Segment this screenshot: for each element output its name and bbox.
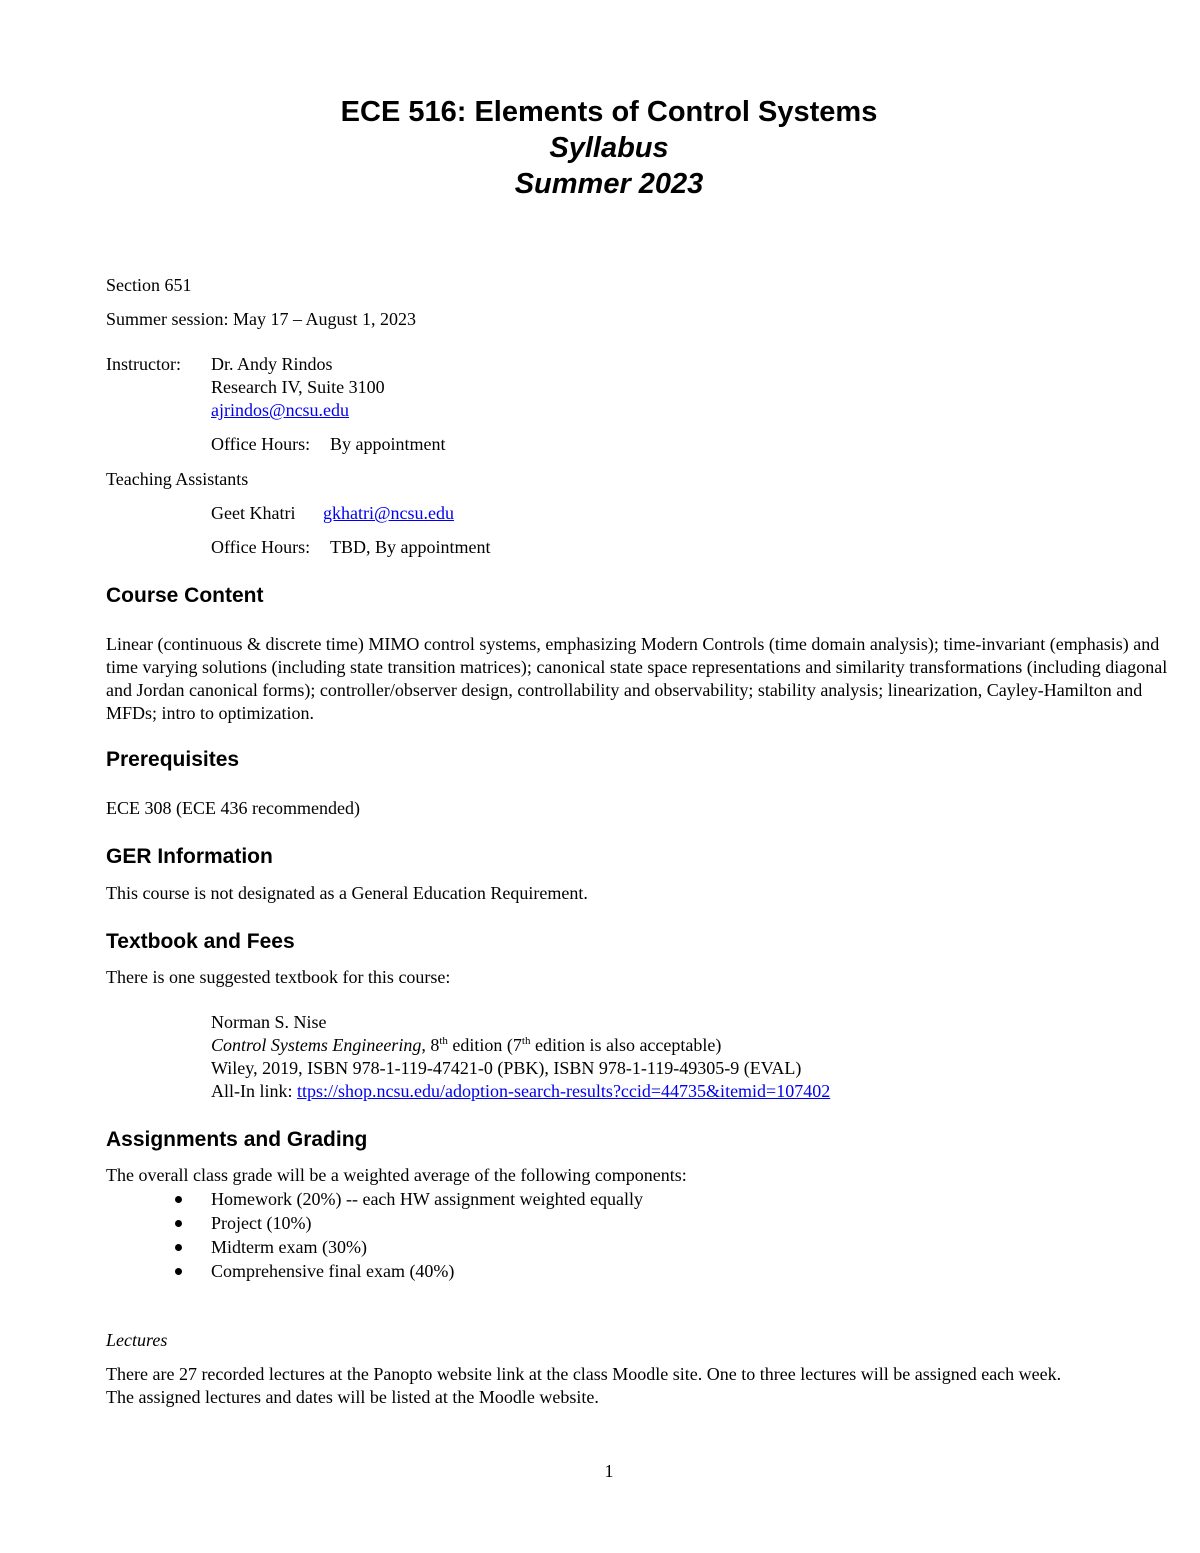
- textbook-title: Control Systems Engineering,: [211, 1035, 426, 1055]
- edition-suffix: th: [439, 1035, 448, 1047]
- edition-note: edition is also acceptable): [530, 1035, 722, 1055]
- instructor-name: Dr. Andy Rindos: [211, 354, 333, 374]
- grading-item-project: Project (10%): [211, 1213, 312, 1233]
- document-title-block: [0, 94, 1200, 202]
- bullet-icon: [175, 1268, 182, 1275]
- bullet-icon: [175, 1220, 182, 1227]
- ta-email-link[interactable]: gkhatri@ncsu.edu: [323, 503, 455, 523]
- instructor-office-hours-label: Office Hours:: [211, 434, 311, 454]
- course-content-text: Linear (continuous & discrete time) MIMO control systems, emphasizing Modern Controls (time domain analysis); time-invariant (emphasis) and time varying solutions (including state transition matrices); canonical state space representations and similarity transformations (including diagonal and Jordan canonical forms); controller/observer design, controllability and observability; stability analysis; linearization, Cayley-Hamilton and MFDs; intro to optimization.: [106, 634, 1168, 723]
- doc-type-title: Syllabus: [549, 132, 669, 164]
- page-number: 1: [604, 1461, 614, 1481]
- term-title: Summer 2023: [514, 168, 704, 200]
- ta-name: Geet Khatri: [211, 503, 296, 523]
- edition-text: edition (7: [447, 1035, 522, 1055]
- textbook-title-edition: [211, 1034, 721, 1057]
- bullet-icon: [175, 1196, 182, 1203]
- bullet-icon: [175, 1244, 182, 1251]
- lectures-text: There are 27 recorded lectures at the Panopto website link at the class Moodle site. One to three lectures will be assigned each week. The assigned lectures and dates will be listed at the Moodle website.: [106, 1364, 1062, 1407]
- edition-suffix-alt: th: [521, 1035, 531, 1047]
- ta-office-hours-value: TBD, By appointment: [330, 537, 491, 557]
- ta-office-hours-label: Office Hours:: [211, 537, 311, 557]
- all-in-link[interactable]: ttps://shop.ncsu.edu/adoption-search-results?ccid=44735&itemid=107402: [297, 1081, 831, 1101]
- course-title: ECE 516: Elements of Control Systems: [340, 96, 878, 128]
- summer-session: Summer session: May 17 – August 1, 2023: [106, 309, 417, 329]
- edition-number: 8: [430, 1035, 440, 1055]
- textbook-author: Norman S. Nise: [211, 1012, 327, 1032]
- grading-item-final: Comprehensive final exam (40%): [211, 1261, 455, 1281]
- ger-text: This course is not designated as a General Education Requirement.: [106, 883, 588, 903]
- instructor-office: Research IV, Suite 3100: [211, 377, 385, 397]
- grading-item-midterm: Midterm exam (30%): [211, 1237, 367, 1257]
- instructor-email-link[interactable]: ajrindos@ncsu.edu: [211, 400, 350, 420]
- all-in-link-label: All-In link:: [211, 1081, 297, 1101]
- section-number: Section 651: [106, 275, 192, 295]
- ger-heading: GER Information: [106, 845, 273, 868]
- instructor-office-hours-value: By appointment: [330, 434, 446, 454]
- grading-item-homework: Homework (20%) -- each HW assignment weighted equally: [211, 1189, 644, 1209]
- grading-intro: The overall class grade will be a weighted average of the following components:: [106, 1165, 687, 1185]
- instructor-label: Instructor:: [106, 354, 181, 374]
- textbook-intro: There is one suggested textbook for this course:: [106, 967, 451, 987]
- textbook-heading: Textbook and Fees: [106, 930, 295, 953]
- lectures-heading: Lectures: [106, 1330, 168, 1350]
- textbook-all-in-link-row: [211, 1080, 830, 1103]
- course-content-heading: Course Content: [106, 584, 264, 607]
- textbook-publisher: Wiley, 2019, ISBN 978-1-119-47421-0 (PBK), ISBN 978-1-119-49305-9 (EVAL): [211, 1058, 802, 1078]
- grading-heading: Assignments and Grading: [106, 1128, 368, 1151]
- teaching-assistants-label: Teaching Assistants: [106, 469, 249, 489]
- prerequisites-heading: Prerequisites: [106, 748, 240, 771]
- prerequisites-text: ECE 308 (ECE 436 recommended): [106, 798, 360, 818]
